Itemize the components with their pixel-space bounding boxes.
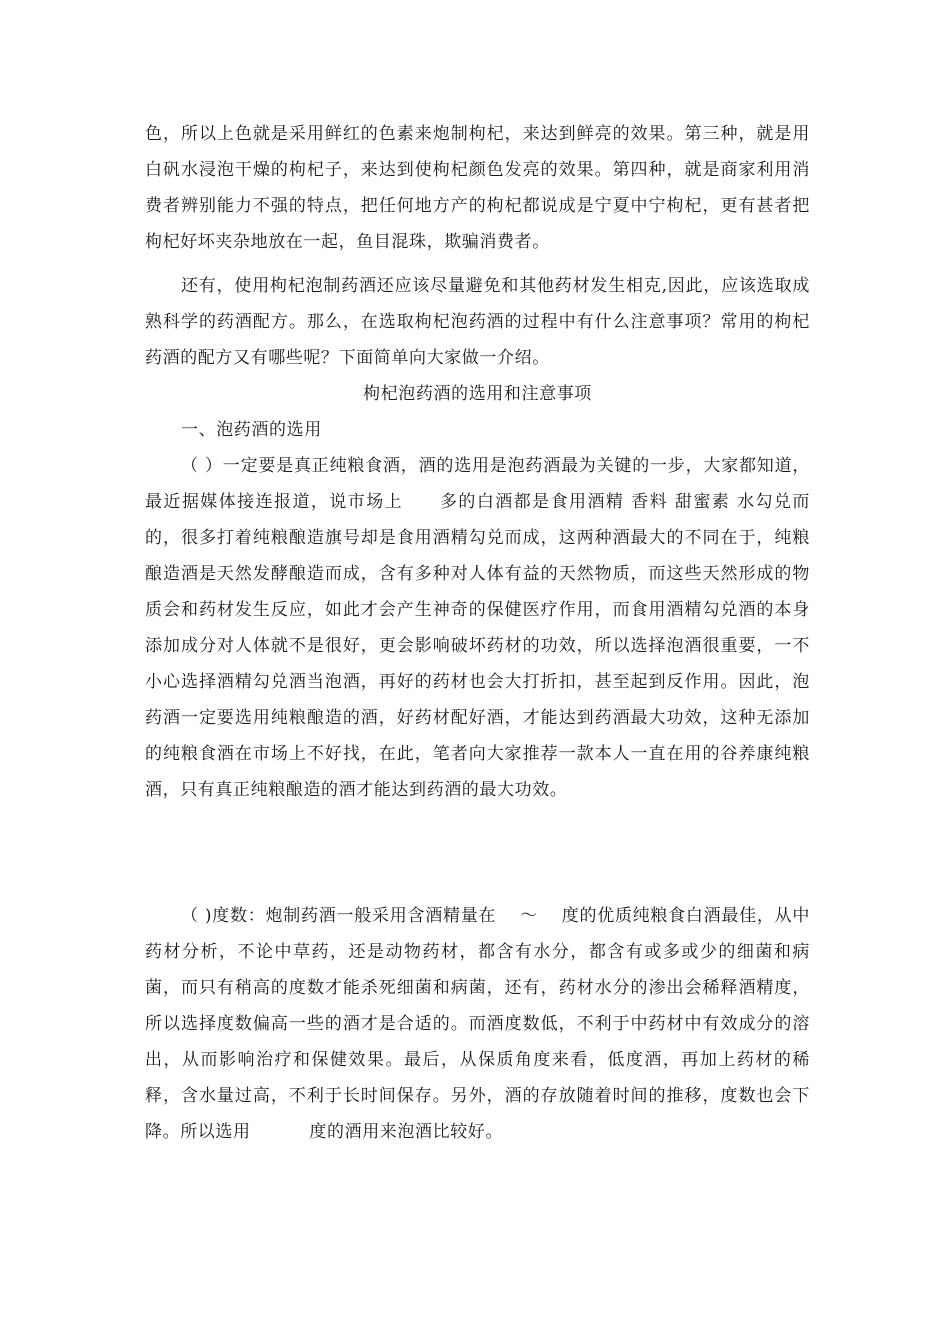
subsection-title: 一、泡药酒的选用 xyxy=(181,420,322,440)
section-title: 枸杞泡药酒的选用和注意事项 xyxy=(363,384,592,404)
paragraph-formula-intro: 还有，使用枸杞泡制药酒还应该尽量避免和其他药材发生相克,因此，应该选取成熟科学的药酒配方。那么，在选取枸杞泡药酒的过程中有什么注意事项？常用的枸杞药酒的配方又有哪些呢？下面简单向大家做一介绍。 xyxy=(145,276,810,368)
paragraph-alcohol-degree: （ )度数：炮制药酒一般采用含酒精量在 ～ 度的优质纯粮食白酒最佳，从中药材分析，不论中草药，还是动物药材，都含有水分，都含有或多或少的细菌和病菌，而只有稍高的度数才能杀死细菌和病菌，还有，药材水分的渗出会稀释酒精度，所以选择度数偏高一些的酒才是合适的。而酒度数低，不利于中药材中有效成分的溶出，从而影响治疗和保健效果。最后，从保质角度来看，低度酒，再加上药材的稀释，含水量过高，不利于长时间保存。另外，酒的存放随着时间的推移，度数也会下降。所以选用 度的酒用来泡酒比较好。 xyxy=(145,906,810,1142)
paragraph-counterfeit-goji-methods: 色，所以上色就是采用鲜红的色素来炮制枸杞，来达到鲜亮的效果。第三种，就是用白矾水浸泡干燥的枸杞子，来达到使枸杞颜色发亮的效果。第四种，就是商家利用消费者辨别能力不强的特点，把任何地方产的枸杞都说成是宁夏中宁枸杞，更有甚者把枸杞好坏夹杂地放在一起，鱼目混珠，欺骗消费者。 xyxy=(145,124,810,252)
paragraph-pure-grain-liquor: （ ）一定要是真正纯粮食酒，酒的选用是泡药酒最为关键的一步，大家都知道，最近据媒体接连报道，说市场上 多的白酒都是食用酒精 香料 甜蜜素 水勾兑而的，很多打着纯粮酿造旗号却是食用酒精勾兑而成，这两种酒最大的不同在于，纯粮酿造酒是天然发酵酿造而成，含有多种对人体有益的天然物质，而这些天然形成的物质会和药材发生反应，如此才会产生神奇的保健医疗作用，而食用酒精勾兑酒的本身添加成分对人体就不是很好，更会影响破坏药材的功效，所以选择泡酒很重要，一不小心选择酒精勾兑酒当泡酒，再好的药材也会大打折扣，甚至起到反作用。因此，泡药酒一定要选用纯粮酿造的酒，好药材配好酒，才能达到药酒最大功效，这种无添加的纯粮食酒在市场上不好找，在此，笔者向大家推荐一款本人一直在用的谷养康纯粮酒，只有真正纯粮酿造的酒才能达到药酒的最大功效。 xyxy=(145,456,810,800)
